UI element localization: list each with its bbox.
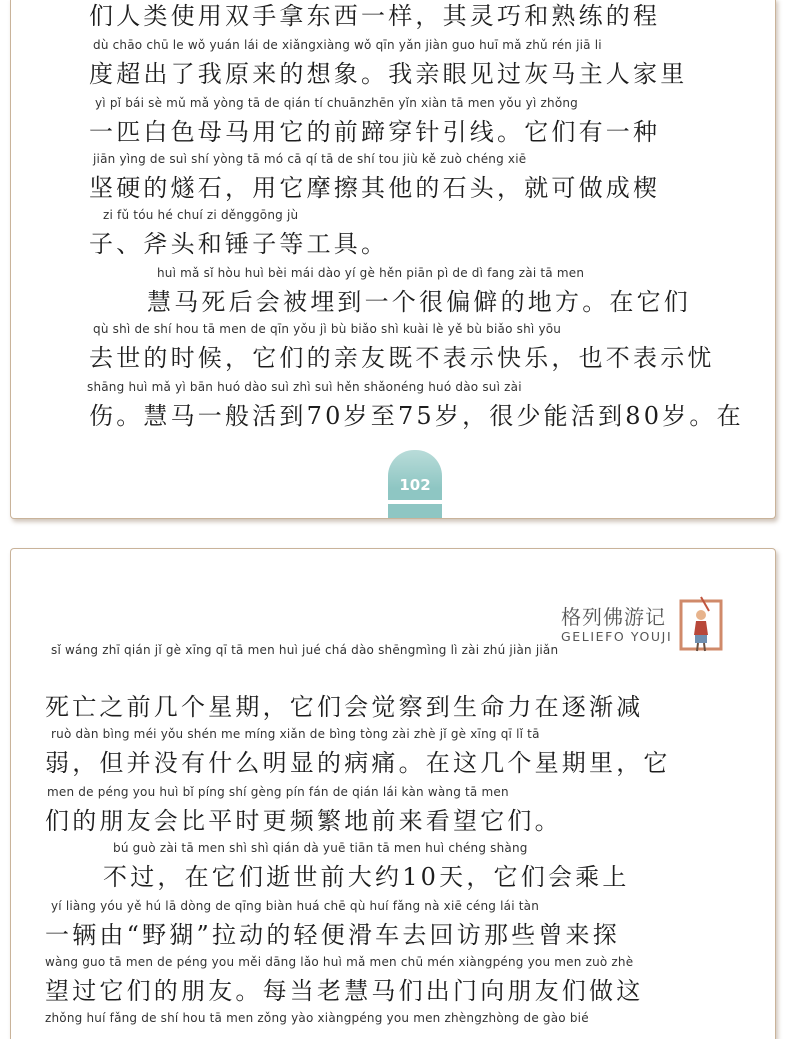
hanzi-line: 望过它们的朋友。每当老慧马们出门向朋友们做这 [45,977,644,1005]
hanzi-line: 们的朋友会比平时更频繁地前来看望它们。 [45,807,562,835]
hanzi-line: 不过，在它们逝世前大约10天，它们会乘上 [103,863,630,891]
pinyin-line: yì pǐ bái sè mǔ mǎ yòng tā de qián tí chuānzhēn yǐn xiàn tā men yǒu yì zhǒng [95,96,578,110]
pinyin-line: shāng huì mǎ yì bān huó dào suì zhì suì hěn shǎonéng huó dào suì zài [87,380,522,394]
pinyin-line: huì mǎ sǐ hòu huì bèi mái dào yí gè hěn piān pì de dì fang zài tā men [157,266,585,280]
hanzi-line: 去世的时候，它们的亲友既不表示快乐，也不表示忧 [89,344,715,372]
hanzi-line: 坚硬的燧石，用它摩擦其他的石头，就可做成楔 [89,174,661,202]
pinyin-line: yí liàng yóu yě hú lā dòng de qīng biàn huá chē qù huí fǎng nà xiē céng lái tàn [51,899,540,913]
top-book-page [10,0,776,519]
book-header [547,595,747,655]
book-title: 格列佛游记 [561,605,666,629]
pinyin-line: qù shì de shí hou tā men de qīn yǒu jì bù biǎo shì kuài lè yě bù biǎo shì yōu [93,322,562,336]
hanzi-line: 伤。慧马一般活到70岁至75岁，很少能活到80岁。在 [89,402,744,430]
hanzi-line: 子、斧头和锤子等工具。 [89,230,389,258]
hanzi-line: 慧马死后会被埋到一个很偏僻的地方。在它们 [147,288,691,316]
pinyin-line: dù chāo chū le wǒ yuán lái de xiǎngxiàng wǒ qīn yǎn jiàn guo huī mǎ zhǔ rén jiā li [93,38,602,52]
pinyin-line: bú guò zài tā men shì shì qián dà yuē tiān tā men huì chéng shàng [113,841,528,855]
book-title-pinyin: GELIEFO YOUJI [561,629,673,644]
tab-band [388,500,442,504]
hanzi-line: 弱，但并没有什么明显的病痛。在这几个星期里，它 [45,749,671,777]
pinyin-line: sǐ wáng zhī qián jǐ gè xīng qī tā men huì jué chá dào shēngmìng lì zài zhú jiàn jiǎn [51,643,559,657]
pinyin-line: ruò dàn bìng méi yǒu shén me míng xiǎn de bìng tòng zài zhè jǐ gè xīng qī lǐ tā [51,727,540,741]
page-number: 102 [399,476,431,494]
pinyin-line: zhǒng huí fǎng de shí hou tā men zǒng yào xiàngpéng you men zhèngzhòng de gào bié [45,1011,589,1025]
pinyin-line: jiān yìng de suì shí yòng tā mó cā qí tā de shí tou jiù kě zuò chéng xiē [93,152,527,166]
pinyin-line: wàng guo tā men de péng you měi dāng lǎo huì mǎ men chū mén xiàngpéng you men zuò zhè [45,955,634,969]
bottom-book-page [10,548,776,1039]
pinyin-line: zi fǔ tóu hé chuí zi děnggōng jù [103,208,299,222]
page-number-tab [388,450,442,519]
hanzi-line: 度超出了我原来的想象。我亲眼见过灰马主人家里 [89,60,688,88]
girl-illustration-icon [679,595,727,653]
hanzi-line: 死亡之前几个星期，它们会觉察到生命力在逐渐减 [45,693,644,721]
hanzi-line: 们人类使用双手拿东西一样，其灵巧和熟练的程 [89,2,661,30]
hanzi-line: 一匹白色母马用它的前蹄穿针引线。它们有一种 [89,118,661,146]
pinyin-line: men de péng you huì bǐ píng shí gèng pín fán de qián lái kàn wàng tā men [47,785,509,799]
hanzi-line: 一辆由“野猢”拉动的轻便滑车去回访那些曾来探 [45,921,620,949]
